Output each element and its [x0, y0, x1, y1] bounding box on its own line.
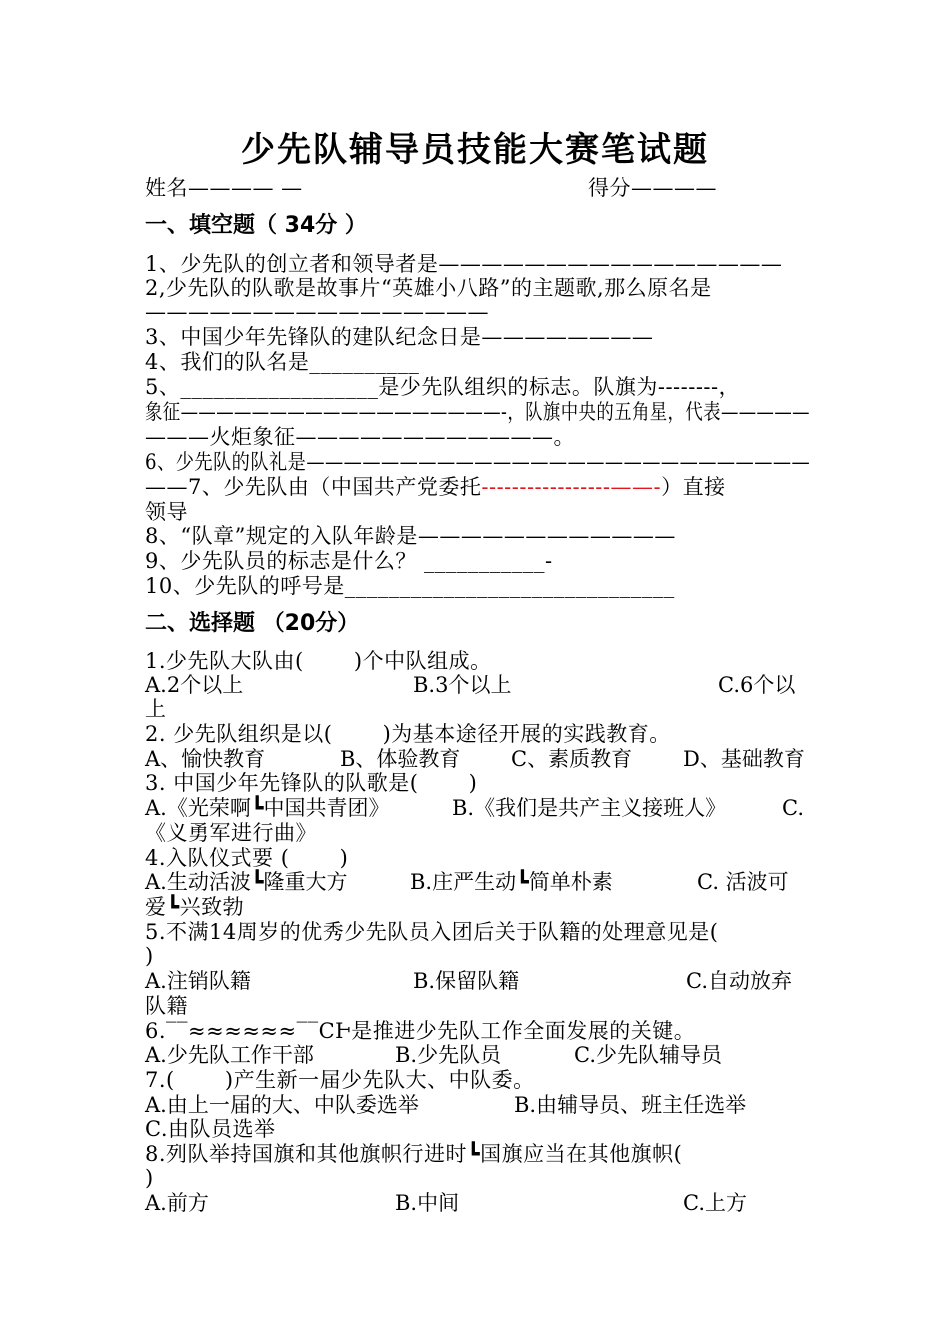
- q8-stem-wrap: ): [145, 1166, 154, 1190]
- q2-option-c: C、素质教育: [511, 747, 633, 771]
- q5-option-b: B.保留队籍: [413, 969, 520, 993]
- s1-line-10-tail: ）直接: [661, 475, 726, 499]
- q2-option-b: B、体验教育: [340, 747, 461, 771]
- q1-stem: 1.少先队大队由( )个中队组成。: [145, 649, 492, 673]
- q6-option-b: B.少先队员: [395, 1043, 502, 1067]
- q3-option-b: B.《我们是共产主义接班人》: [452, 796, 727, 820]
- q7-option-c: C.由队员选举: [145, 1117, 276, 1141]
- s1-line-12: 8、“队章”规定的入队年龄是————————————: [145, 524, 676, 548]
- s1-line-9: 6、少先队的队礼是———————————————————————————: [145, 450, 811, 474]
- q6-option-c: C.少先队辅导员: [574, 1043, 722, 1067]
- q4-option-a: A.生动活波┗隆重大方: [145, 870, 348, 894]
- s1-line-1: 1、少先队的创立者和领导者是————————————————: [145, 252, 783, 276]
- section2-heading: 二、选择题 （20分）: [145, 611, 360, 636]
- q3-option-a: A.《光荣啊┗中国共青团》: [145, 796, 390, 820]
- q6-option-a: A.少先队工作干部: [145, 1043, 314, 1067]
- red-answer-blank: -----------------——-: [481, 475, 662, 499]
- section1-heading: 一、填空题（ 34分 ）: [145, 213, 367, 238]
- q5-option-a: A.注销队籍: [145, 969, 251, 993]
- q3-wrap: 《义勇军进行曲》: [145, 821, 317, 845]
- q4-stem: 4.入队仪式要 ( ): [145, 846, 349, 870]
- q7-stem: 7.( )产生新一届少先队大、中队委。: [145, 1068, 535, 1092]
- q3-option-c: C.: [782, 796, 804, 820]
- q4-option-c: C. 活波可: [697, 870, 789, 894]
- q2-stem: 2. 少先队组织是以( )为基本途径开展的实践教育。: [145, 722, 671, 746]
- s1-line-3: ————————————————: [145, 300, 489, 324]
- q5-stem: 5.不满14周岁的优秀少先队员入团后关于队籍的处理意见是(: [145, 920, 719, 944]
- s1-line-6: 5、__________________是少先队组织的标志。队旗为--------，: [145, 375, 741, 399]
- q8-option-c: C.上方: [683, 1191, 747, 1215]
- q1-option-a: A.2个以上: [145, 673, 244, 697]
- q2-option-a: A、愉快教育: [145, 747, 266, 771]
- q8-stem: 8.列队举持国旗和其他旗帜行进时┗国旗应当在其他旗帜(: [145, 1142, 683, 1166]
- q4-wrap: 爱┗兴致勃: [145, 895, 245, 919]
- s1-line-11: 领导: [145, 500, 188, 524]
- s1-line-7: 象征——————————————————-，队旗中央的五角星，代表—————: [145, 400, 810, 424]
- q7-option-a: A.由上一届的大、中队委选举: [145, 1093, 419, 1117]
- q5-stem-wrap: ): [145, 944, 154, 968]
- q8-option-a: A.前方: [145, 1191, 209, 1215]
- s1-line-14: 10、少先队的呼号是______________________________: [145, 574, 675, 598]
- q1-option-c: C.6个以: [718, 673, 796, 697]
- s1-line-10: [145, 475, 726, 500]
- q5-wrap: 队籍: [145, 994, 188, 1018]
- s1-line-10-text: ——7、少先队由（中国共产党委托: [145, 475, 482, 499]
- q3-stem: 3. 中国少年先锋队的队歌是( ): [145, 771, 478, 795]
- s1-line-2: 2,少先队的队歌是故事片“英雄小八路”的主题歌,那么原名是: [145, 276, 712, 300]
- q8-option-b: B.中间: [395, 1191, 460, 1215]
- q7-option-b: B.由辅导员、班主任选举: [514, 1093, 747, 1117]
- q1-wrap: 上: [145, 697, 167, 721]
- s1-line-4: 3、中国少年先锋队的建队纪念日是————————: [145, 325, 654, 349]
- s1-line-13: 9、少先队员的标志是什么？ ___________-: [145, 549, 553, 573]
- q1-option-b: B.3个以上: [413, 673, 512, 697]
- name-field-label: 姓名———— —: [145, 176, 303, 200]
- s1-line-8: ———火炬象征————————————。: [145, 425, 575, 449]
- q6-stem: 6.‾‾≈≈≈≈≈≈‾‾CͰ是推进少先队工作全面发展的关键。: [145, 1019, 696, 1043]
- q5-option-c: C.自动放弃: [686, 969, 792, 993]
- q4-option-b: B.庄严生动┗简单朴素: [410, 870, 613, 894]
- q2-option-d: D、基础教育: [683, 747, 805, 771]
- page-title: 少先队辅导员技能大赛笔试题: [241, 130, 709, 170]
- s1-line-5: 4、我们的队名是__________: [145, 350, 420, 374]
- score-field-label: 得分————: [588, 176, 717, 200]
